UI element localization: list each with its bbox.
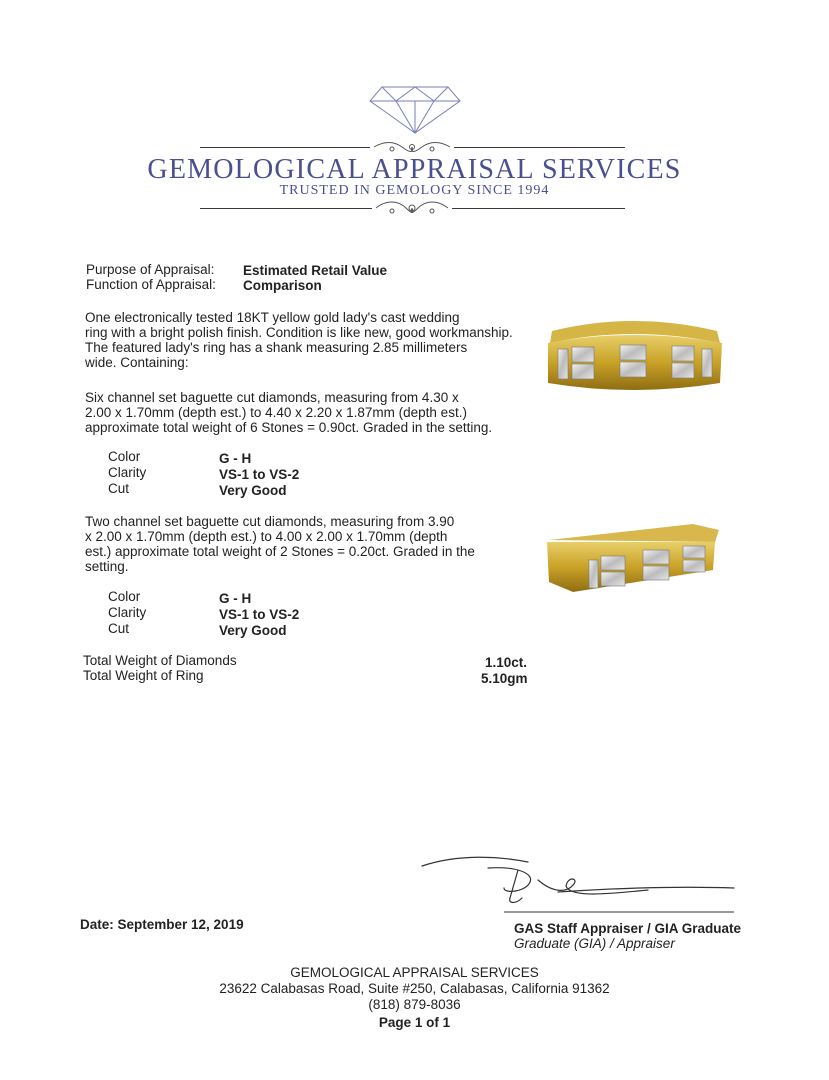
- cut-value: Very Good: [219, 483, 287, 498]
- stone-line: Six channel set baguette cut diamonds, measuring from 4.30 x: [85, 390, 459, 405]
- stone-group-2-description: [85, 514, 475, 574]
- footer-address: 23622 Calabasas Road, Suite #250, Calabasas, California 91362: [219, 981, 610, 996]
- item-description: [85, 310, 513, 370]
- color-label: Color: [108, 449, 141, 464]
- appraiser-signature: [418, 848, 738, 914]
- cut-label: Cut: [108, 621, 130, 636]
- color-value: G - H: [219, 591, 252, 606]
- stone-group-1-description: [85, 390, 492, 435]
- description-line: wide. Containing:: [85, 355, 189, 370]
- signer-subtitle: Graduate (GIA) / Appraiser: [514, 936, 675, 951]
- ring-photo-2: [543, 520, 723, 598]
- page-number: Page 1 of 1: [378, 1015, 451, 1030]
- header-bottom-rule: [200, 199, 625, 217]
- clarity-label: Clarity: [108, 605, 147, 620]
- description-line: ring with a bright polish finish. Condition is like new, good workmanship.: [85, 325, 513, 340]
- description-line: One electronically tested 18KT yellow gold lady's cast wedding: [85, 310, 460, 325]
- footer-company: GEMOLOGICAL APPRAISAL SERVICES: [290, 965, 539, 980]
- stone-line: approximate total weight of 6 Stones = 0.90ct. Graded in the setting.: [85, 420, 493, 435]
- clarity-value: VS-1 to VS-2: [219, 467, 300, 482]
- cut-label: Cut: [108, 481, 130, 496]
- footer-phone: (818) 879-8036: [368, 997, 461, 1012]
- appraisal-date: Date: September 12, 2019: [80, 917, 244, 932]
- company-tagline: TRUSTED IN GEMOLOGY SINCE 1994: [279, 183, 550, 198]
- cut-value: Very Good: [219, 623, 287, 638]
- stone-line: x 2.00 x 1.70mm (depth est.) to 4.00 x 2.00 x 1.70mm (depth: [85, 529, 448, 544]
- total-diamonds-value: 1.10ct.: [485, 655, 528, 670]
- function-value: Comparison: [243, 278, 322, 293]
- company-name-title: GEMOLOGICAL APPRAISAL SERVICES: [147, 154, 682, 185]
- signer-title: GAS Staff Appraiser / GIA Graduate: [514, 921, 742, 936]
- clarity-value: VS-1 to VS-2: [219, 607, 300, 622]
- stone-line: est.) approximate total weight of 2 Stones = 0.20ct. Graded in the: [85, 544, 475, 559]
- function-label: Function of Appraisal:: [86, 277, 216, 292]
- scroll-ornament-icon: [372, 139, 452, 155]
- total-ring-label: Total Weight of Ring: [83, 668, 204, 683]
- diamond-logo-icon: [368, 85, 462, 135]
- purpose-label: Purpose of Appraisal:: [86, 262, 215, 277]
- stone-line: Two channel set baguette cut diamonds, measuring from 3.90: [85, 514, 455, 529]
- stone-line: setting.: [85, 559, 129, 574]
- ring-photo-1: [542, 313, 724, 395]
- description-line: The featured lady's ring has a shank measuring 2.85 millimeters: [85, 340, 468, 355]
- purpose-value: Estimated Retail Value: [243, 263, 388, 278]
- stone-line: 2.00 x 1.70mm (depth est.) to 4.40 x 2.20 x 1.87mm (depth est.): [85, 405, 467, 420]
- header-top-rule: [200, 139, 625, 155]
- scroll-ornament-icon: [374, 199, 450, 217]
- clarity-label: Clarity: [108, 465, 147, 480]
- total-diamonds-label: Total Weight of Diamonds: [83, 653, 237, 668]
- color-value: G - H: [219, 451, 252, 466]
- color-label: Color: [108, 589, 141, 604]
- total-ring-value: 5.10gm: [481, 671, 528, 686]
